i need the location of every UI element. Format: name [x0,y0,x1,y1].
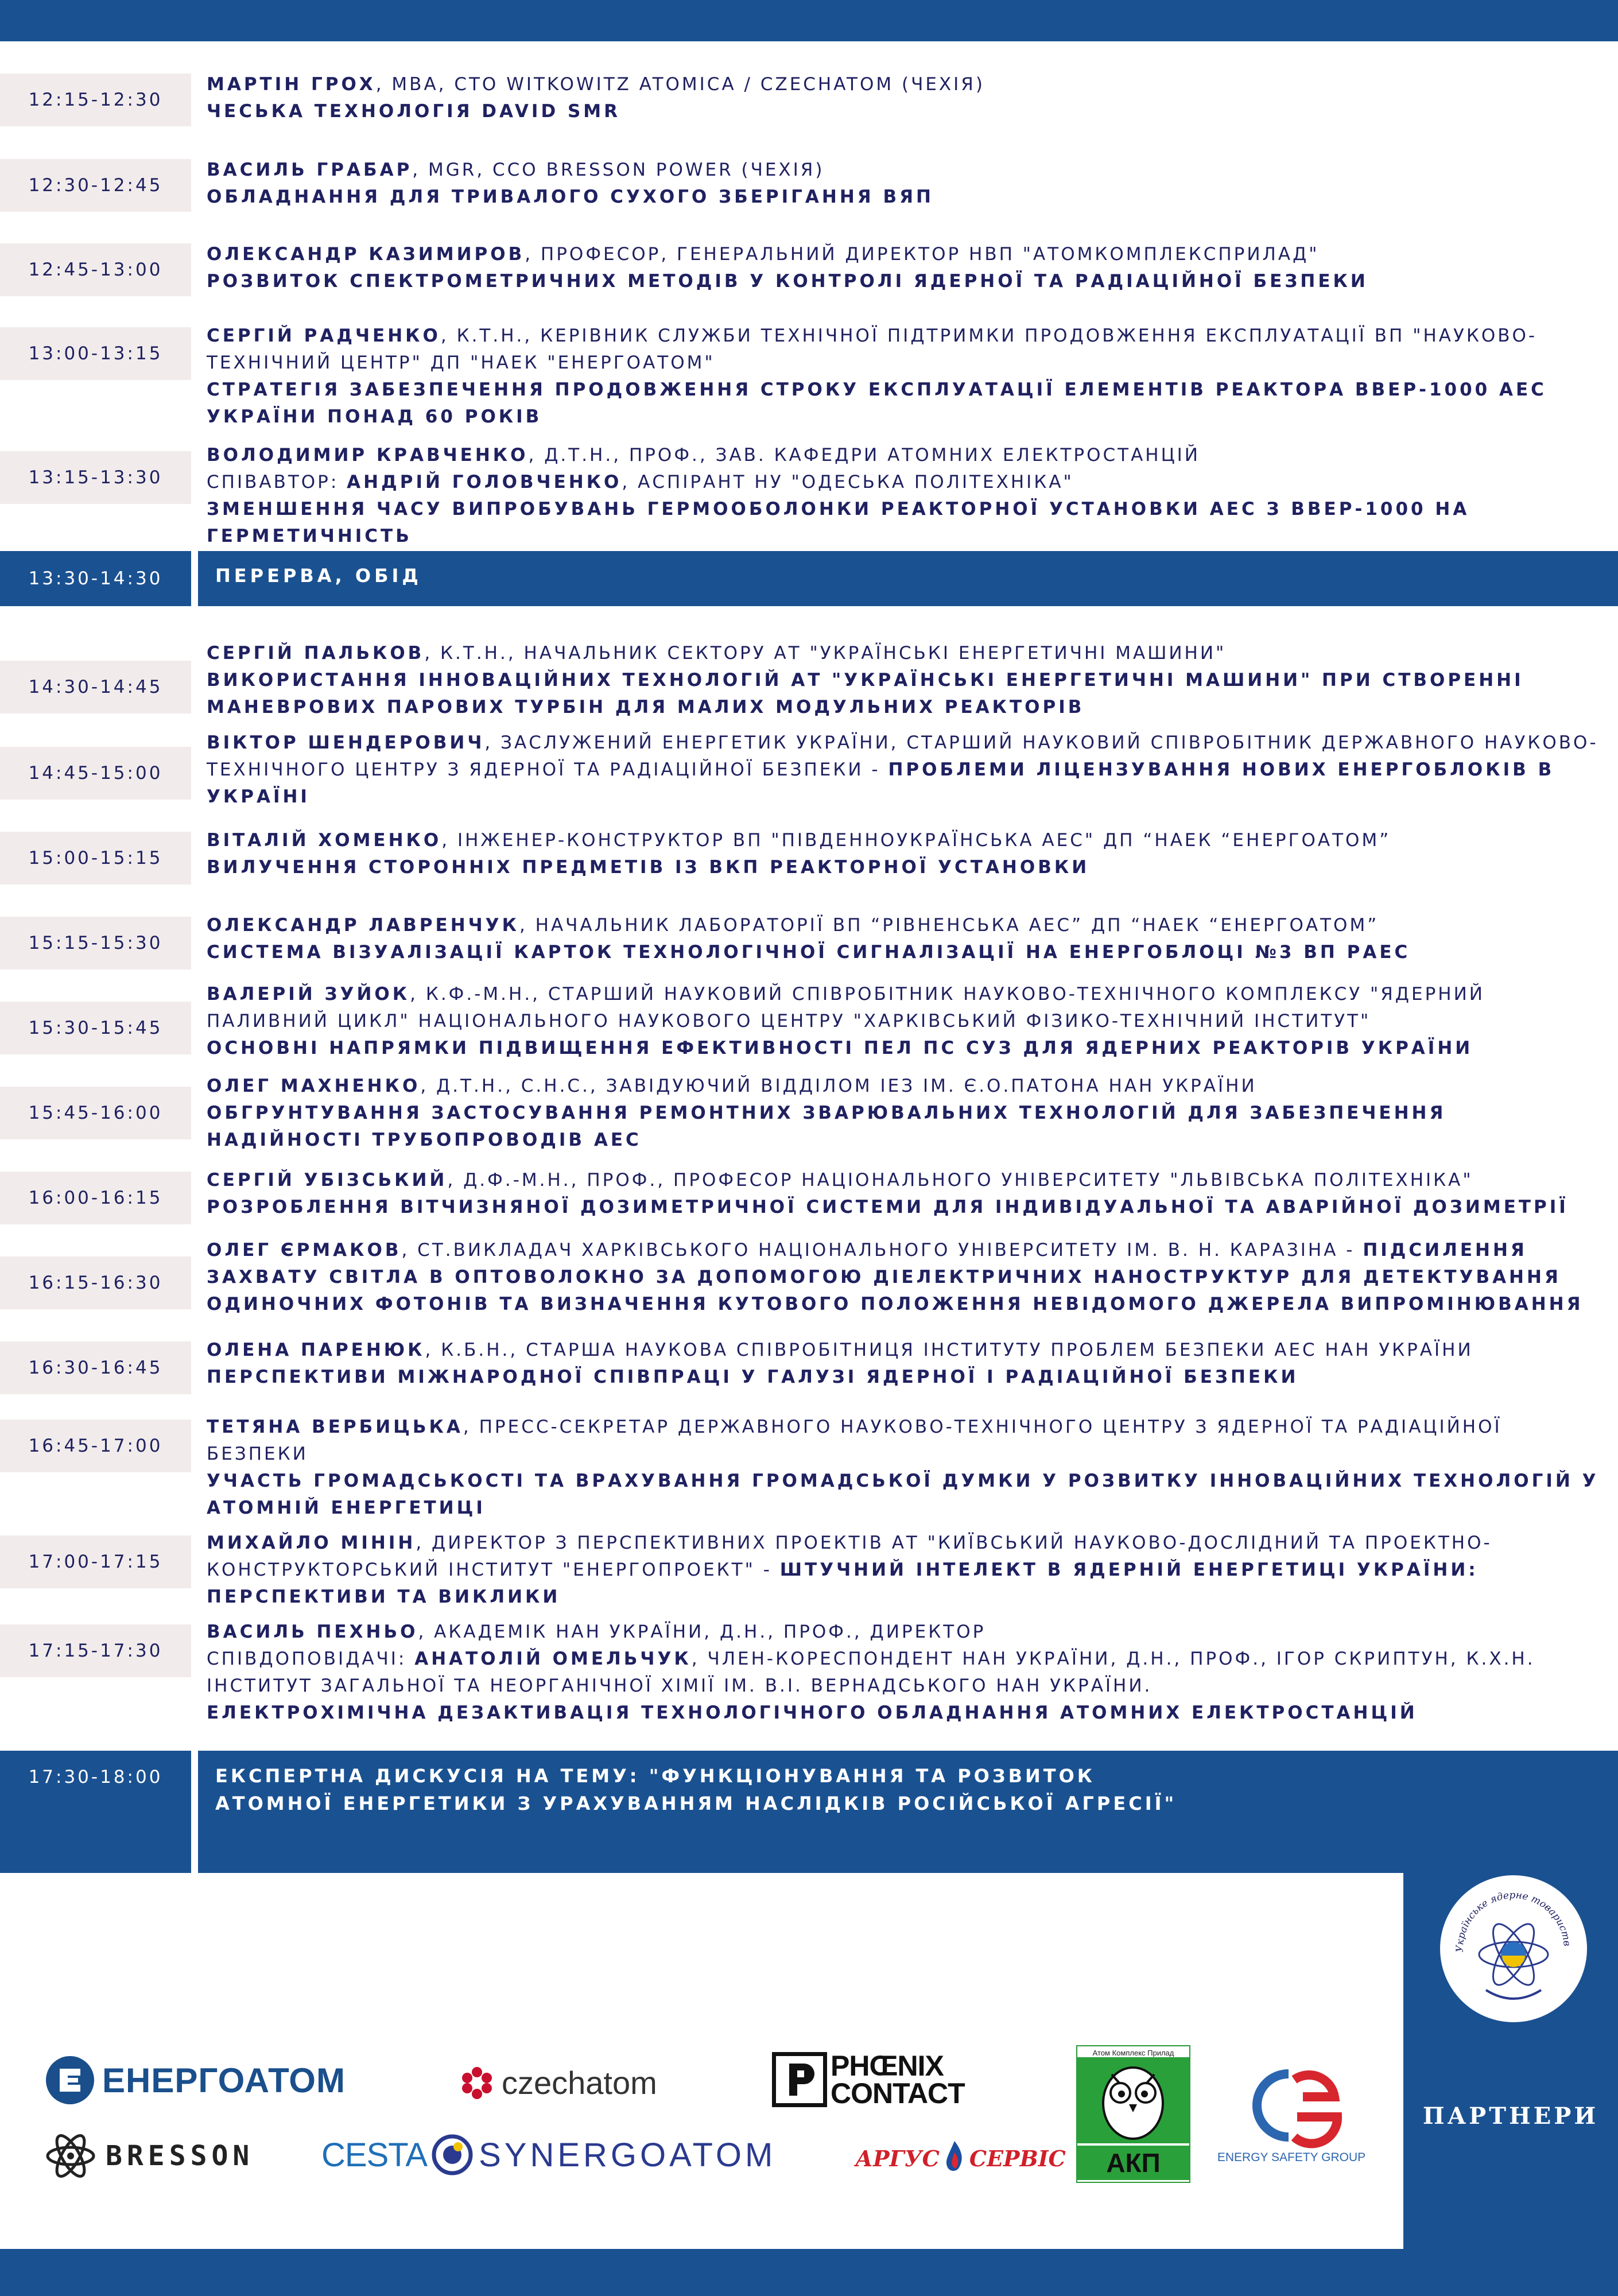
talk-content [207,1414,1601,1522]
flame-icon [943,2140,966,2177]
speaker-affiliation: , MGR, CCO BRESSON POWER (ЧЕХІЯ) [412,160,825,180]
time-slot: 13:15-13:30 [0,451,191,504]
talk-content [207,442,1601,550]
akp-logo [1076,2045,1190,2183]
break-band [198,551,1618,606]
talk-title: ОСНОВНІ НАПРЯМКИ ПІДВИЩЕННЯ ЕФЕКТИВНОСТІ ПЕЛ ПС СУЗ ДЛЯ ЯДЕРНИХ РЕАКТОРІВ УКРАЇНИ [207,1038,1473,1058]
talk-content [207,981,1601,1062]
speaker-affiliation: , Д.Т.Н., ПРОФ., ЗАВ. КАФЕДРИ АТОМНИХ ЕЛЕКТРОСТАНЦІЙ [528,445,1200,466]
coauthor-prefix: СПІВДОПОВІДАЧІ: [207,1649,415,1669]
talk-title: ВИЛУЧЕННЯ СТОРОННІХ ПРЕДМЕТІВ ІЗ ВКП РЕАКТОРНОЇ УСТАНОВКИ [207,857,1090,878]
phoenix-contact-logo [772,2052,965,2107]
talk-content [207,71,1601,125]
speaker-affiliation: , К.Т.Н., НАЧАЛЬНИК СЕКТОРУ АТ "УКРАЇНСЬКІ ЕНЕРГЕТИЧНІ МАШИНИ" [424,643,1227,664]
top-bar [0,0,1618,41]
akp-wordmark: АКП [1077,2146,1189,2180]
energoatom-emblem-icon [45,2055,95,2105]
phoenix-word: PHŒNIX [831,2050,944,2082]
partners-footer [0,1873,1618,2296]
bottom-bar [0,2249,1618,2296]
coauthor-name: АНДРІЙ ГОЛОВЧЕНКО [347,472,622,492]
talk-content [207,640,1601,721]
speaker-affiliation: , СТ.ВИКЛАДАЧ ХАРКІВСЬКОГО НАЦІОНАЛЬНОГО УНІВЕРСИТЕТУ ІМ. В. Н. КАРАЗІНА - [401,1240,1363,1261]
czechatom-wordmark: czechatom [502,2065,657,2101]
owl-icon [1077,2057,1189,2143]
speaker-name: МИХАЙЛО МІНІН [207,1533,416,1553]
talk-title: СТРАТЕГІЯ ЗАБЕЗПЕЧЕННЯ ПРОДОВЖЕННЯ СТРОКУ ЕКСПЛУАТАЦІЇ ЕЛЕМЕНТІВ РЕАКТОРА ВВЕР-1000 АЕС УКРАЇНИ ПОНАД 60 РОКІВ [207,379,1547,427]
atom-seal-icon [1440,1875,1587,2022]
argus-wordmark: АРГУС [855,2145,940,2171]
talk-title: РОЗВИТОК СПЕКТРОМЕТРИЧНИХ МЕТОДІВ У КОНТРОЛІ ЯДЕРНОЇ ТА РАДІАЦІЙНОЇ БЕЗПЕКИ [207,271,1368,292]
talk-content [207,241,1601,295]
time-slot: 13:30-14:30 [0,551,191,606]
talk-title: ПРОБЛЕМИ ЛІЦЕНЗУВАННЯ НОВИХ ЕНЕРГОБЛОКІВ В УКРАЇНІ [207,759,1555,807]
speaker-affiliation: , АКАДЕМІК НАН УКРАЇНИ, Д.Н., ПРОФ., ДИРЕКТОР [418,1622,986,1642]
talk-title: ПІДСИЛЕННЯ ЗАХВАТУ СВІТЛА В ОПТОВОЛОКНО ЗА ДОПОМОГОЮ ДІЕЛЕКТРИЧНИХ НАНОСТРУКТУР ДЛЯ ДЕТЕКТУВАННЯ ОДИНОЧНИХ ФОТОНІВ ТА ВИЗНАЧЕННЯ КУТОВОГО ПОЛОЖЕННЯ НЕВІДОМОГО ДЖЕРЕЛА ВИПРОМІНЮВАННЯ [207,1240,1584,1314]
speaker-name: ВАСИЛЬ ПЕХНЬО [207,1622,418,1642]
speaker-affiliation: , ПРОФЕСОР, ГЕНЕРАЛЬНИЙ ДИРЕКТОР НВП "АТОМКОМПЛЕКСПРИЛАД" [525,244,1320,265]
time-slot: 16:30-16:45 [0,1341,191,1394]
cesta-wordmark: CESTA [321,2136,428,2174]
time-slot: 15:00-15:15 [0,832,191,885]
time-slot: 12:30-12:45 [0,159,191,212]
discussion-band [198,1751,1618,1874]
bresson-wordmark: BRESSON [106,2140,254,2172]
speaker-affiliation: , ІНЖЕНЕР-КОНСТРУКТОР ВП "ПІВДЕННОУКРАЇНСЬКА АЕС" ДП “НАЕК “ЕНЕРГОАТОМ” [441,830,1391,851]
talk-title: РОЗРОБЛЕННЯ ВІТЧИЗНЯНОЇ ДОЗИМЕТРИЧНОЇ СИСТЕМИ ДЛЯ ІНДИВІДУАЛЬНОЇ ТА АВАРІЙНОЇ ДОЗИМЕТРІЇ [207,1197,1569,1217]
time-slot: 14:30-14:45 [0,661,191,713]
speaker-name: ОЛЕГ ЄРМАКОВ [207,1240,402,1261]
akp-tagline: Атом Комплекс Прилад [1092,2049,1174,2057]
energoatom-logo [45,2055,346,2105]
speaker-name: ВАЛЕРІЙ ЗУЙОК [207,984,410,1004]
talk-title: ЧЕСЬКА ТЕХНОЛОГІЯ DAVID SMR [207,101,621,122]
time-slot: 17:15-17:30 [0,1624,191,1677]
talk-title: ОБГРУНТУВАННЯ ЗАСТОСУВАННЯ РЕМОНТНИХ ЗВАРЮВАЛЬНИХ ТЕХНОЛОГІЙ ДЛЯ ЗАБЕЗПЕЧЕННЯ НАДІЙНОСТІ ТРУБОПРОВОДІВ АЕС [207,1103,1446,1150]
discussion-row [0,1751,1618,1874]
speaker-name: ОЛЕКСАНДР КАЗИМИРОВ [207,244,525,265]
speaker-name: ОЛЕГ МАХНЕНКО [207,1076,421,1096]
time-slot: 13:00-13:15 [0,327,191,380]
speaker-affiliation: , ДИРЕКТОР З ПЕРСПЕКТИВНИХ ПРОЕКТІВ АТ "КИЇВСЬКИЙ НАУКОВО-ДОСЛІДНИЙ ТА ПРОЕКТНО-КОНСТРУКТОРСЬКИЙ ІНСТИТУТ "ЕНЕРГОПРОЕКТ" - [207,1533,1492,1580]
talk-title: ШТУЧНИЙ ІНТЕЛЕКТ В ЯДЕРНІЙ ЕНЕРГЕТИЦІ УКРАЇНИ: ПЕРСПЕКТИВИ ТА ВИКЛИКИ [207,1560,1479,1607]
phoenix-contact-wordmark [831,2052,965,2107]
speaker-affiliation: , К.Т.Н., КЕРІВНИК СЛУЖБИ ТЕХНІЧНОЇ ПІДТРИМКИ ПРОДОВЖЕННЯ ЕКСПЛУАТАЦІЇ ВП "НАУКОВО-ТЕХНІЧНИЙ ЦЕНТР" ДП "НАЕК "ЕНЕРГОАТОМ" [207,325,1538,373]
phoenix-contact-emblem-icon [772,2052,827,2107]
speaker-name: МАРТІН ГРОХ [207,74,376,95]
speaker-affiliation: , Д.Ф.-М.Н., ПРОФ., ПРОФЕСОР НАЦІОНАЛЬНОГО УНІВЕРСИТЕТУ "ЛЬВІВСЬКА ПОЛІТЕХНІКА" [447,1170,1473,1190]
time-slot: 16:00-16:15 [0,1172,191,1224]
talk-title: ПЕРСПЕКТИВИ МІЖНАРОДНОЇ СПІВПРАЦІ У ГАЛУЗІ ЯДЕРНОЇ І РАДІАЦІЙНОЇ БЕЗПЕКИ [207,1367,1299,1387]
energoatom-wordmark: ЕНЕРГОАТОМ [102,2061,346,2100]
czechatom-flower-icon [459,2065,495,2101]
speaker-name: ВІТАЛІЙ ХОМЕНКО [207,830,442,851]
talk-title: УЧАСТЬ ГРОМАДСЬКОСТІ ТА ВРАХУВАННЯ ГРОМАДСЬКОЇ ДУМКИ У РОЗВИТКУ ІННОВАЦІЙНИХ ТЕХНОЛОГІЙ У АТОМНІЙ ЕНЕРГЕТИЦІ [207,1471,1599,1518]
talk-content [207,1167,1601,1221]
speaker-affiliation: , НАЧАЛЬНИК ЛАБОРАТОРІЇ ВП “РІВНЕНСЬКА АЕС” ДП “НАЕК “ЕНЕРГОАТОМ” [519,915,1379,936]
coauthor-affiliation: , ЧЛЕН-КОРЕСПОНДЕНТ НАН УКРАЇНИ, Д.Н., ПРОФ., ІГОР СКРИПТУН, К.Х.Н. ІНСТИТУТ ЗАГАЛЬНОЇ ТА НЕОРГАНІЧНОЇ ХІМІЇ ІМ. В.І. ВЕРНАДСЬКОГО НАН УКРАЇНИ. [207,1649,1535,1696]
atom-icon [45,2130,96,2182]
speaker-name: СЕРГІЙ РАДЧЕНКО [207,325,441,346]
time-slot: 15:15-15:30 [0,917,191,969]
break-label: ПЕРЕРВА, ОБІД [215,565,422,587]
talk-title: ЗМЕНШЕННЯ ЧАСУ ВИПРОБУВАНЬ ГЕРМООБОЛОНКИ РЕАКТОРНОЇ УСТАНОВКИ АЕС З ВВЕР-1000 НА ГЕРМЕТИЧНІСТЬ [207,499,1470,546]
talk-content [207,1337,1601,1391]
coauthor-affiliation: , АСПІРАНТ НУ "ОДЕСЬКА ПОЛІТЕХНІКА" [622,472,1074,492]
czechatom-logo [459,2064,657,2101]
servis-wordmark: СЕРВІС [969,2145,1066,2171]
time-slot: 16:15-16:30 [0,1256,191,1309]
time-slot: 15:45-16:00 [0,1087,191,1139]
speaker-affiliation: , ПРЕСС-СЕКРЕТАР ДЕРЖАВНОГО НАУКОВО-ТЕХНІЧНОГО ЦЕНТРУ З ЯДЕРНОЇ ТА РАДІАЦІЙНОЇ БЕЗПЕКИ [207,1417,1502,1464]
talk-title: СИСТЕМА ВІЗУАЛІЗАЦІЇ КАРТОК ТЕХНОЛОГІЧНОЇ СИГНАЛІЗАЦІЇ НА ЕНЕРГОБЛОЦІ №3 ВП РАЕС [207,942,1411,963]
speaker-name: СЕРГІЙ ПАЛЬКОВ [207,643,425,664]
talk-content [207,1237,1601,1318]
energy-safety-group-logo [1208,2062,1375,2165]
time-slot: 17:00-17:15 [0,1535,191,1588]
time-slot: 14:45-15:00 [0,747,191,800]
speaker-affiliation: , Д.Т.Н., С.Н.С., ЗАВІДУЮЧИЙ ВІДДІЛОМ ІЕЗ ІМ. Є.О.ПАТОНА НАН УКРАЇНИ [420,1076,1257,1096]
speaker-name: ВОЛОДИМИР КРАВЧЕНКО [207,445,529,466]
talk-content [207,323,1601,430]
talk-title: ЕЛЕКТРОХІМІЧНА ДЕЗАКТИВАЦІЯ ТЕХНОЛОГІЧНОГО ОБЛАДНАННЯ АТОМНИХ ЕЛЕКТРОСТАНЦІЙ [207,1702,1418,1723]
time-slot: 12:15-12:30 [0,73,191,126]
time-slot: 12:45-13:00 [0,243,191,296]
speaker-affiliation: , ЗАСЛУЖЕНИЙ ЕНЕРГЕТИК УКРАЇНИ, СТАРШИЙ НАУКОВИЙ СПІВРОБІТНИК ДЕРЖАВНОГО НАУКОВО-ТЕХНІЧНОГО ЦЕНТРУ З ЯДЕРНОЇ ТА РАДІАЦІЙНОЇ БЕЗПЕКИ - [207,732,1598,780]
nuclear-society-seal [1438,1873,1589,2024]
speaker-name: ВІКТОР ШЕНДЕРОВИЧ [207,732,485,753]
seal-text: Українське ядерне товариств [1454,1889,1573,1953]
break-row [0,551,1618,606]
talk-title: ОБЛАДНАННЯ ДЛЯ ТРИВАЛОГО СУХОГО ЗБЕРІГАННЯ ВЯП [207,187,934,207]
talk-content [207,912,1601,966]
time-slot: 16:45-17:00 [0,1420,191,1472]
coauthor-prefix: СПІВАВТОР: [207,472,347,492]
speaker-affiliation: , К.Б.Н., СТАРША НАУКОВА СПІВРОБІТНИЦЯ ІНСТИТУТУ ПРОБЛЕМ БЕЗПЕКИ АЕС НАН УКРАЇНИ [425,1340,1473,1360]
speaker-affiliation: , К.Ф.-М.Н., СТАРШИЙ НАУКОВИЙ СПІВРОБІТНИК НАУКОВО-ТЕХНІЧНОГО КОМПЛЕКСУ "ЯДЕРНИЙ ПАЛИВНИЙ ЦИКЛ" НАЦІОНАЛЬНОГО НАУКОВОГО ЦЕНТРУ "ХАРКІВСЬКИЙ ФІЗИКО-ТЕХНІЧНИЙ ІНСТИТУТ" [207,984,1485,1031]
talk-content [207,157,1601,211]
talk-content [207,730,1601,810]
contact-word: CONTACT [831,2077,965,2109]
esg-emblem-icon [1234,2062,1349,2148]
argus-servis-logo [855,2140,1066,2177]
discussion-title: ЕКСПЕРТНА ДИСКУСІЯ НА ТЕМУ: "ФУНКЦІОНУВАННЯ ТА РОЗВИТОК АТОМНОЇ ЕНЕРГЕТИКИ З УРАХУВАННЯМ НАСЛІДКІВ РОСІЙСЬКОЇ АГРЕСІЇ" [215,1765,1177,1814]
synergoatom-wordmark: SYNERGOATOM [479,2136,777,2174]
talk-content [207,1073,1601,1154]
talk-title: ВИКОРИСТАННЯ ІННОВАЦІЙНИХ ТЕХНОЛОГІЙ АТ "УКРАЇНСЬКІ ЕНЕРГЕТИЧНІ МАШИНИ" ПРИ СТВОРЕННІ МАНЕВРОВИХ ПАРОВИХ ТУРБІН ДЛЯ МАЛИХ МОДУЛЬНИХ РЕАКТОРІВ [207,670,1524,718]
speaker-name: ВАСИЛЬ ГРАБАР [207,160,413,180]
speaker-affiliation: , MBA, CTO WITKOWITZ ATOMICA / CZECHATOM (ЧЕХІЯ) [375,74,985,95]
time-slot: 15:30-15:45 [0,1002,191,1054]
cesta-synergoatom-logo [321,2134,776,2175]
speaker-name: ТЕТЯНА ВЕРБИЦЬКА [207,1417,463,1437]
speaker-name: ОЛЕКСАНДР ЛАВРЕНЧУК [207,915,519,936]
synergoatom-emblem-icon [432,2134,473,2175]
talk-content [207,827,1601,881]
speaker-name: ОЛЕНА ПАРЕНЮК [207,1340,425,1360]
partners-label: ПАРТНЕРИ [1422,2103,1599,2130]
speaker-name: СЕРГІЙ УБІЗСЬКИЙ [207,1170,448,1190]
esg-wordmark: ENERGY SAFETY GROUP [1217,2151,1366,2164]
talk-content [207,1530,1601,1611]
bresson-logo [45,2130,254,2182]
talk-content [207,1619,1601,1727]
time-slot: 17:30-18:00 [0,1751,191,1874]
coauthor-name: АНАТОЛІЙ ОМЕЛЬЧУК [414,1649,692,1669]
